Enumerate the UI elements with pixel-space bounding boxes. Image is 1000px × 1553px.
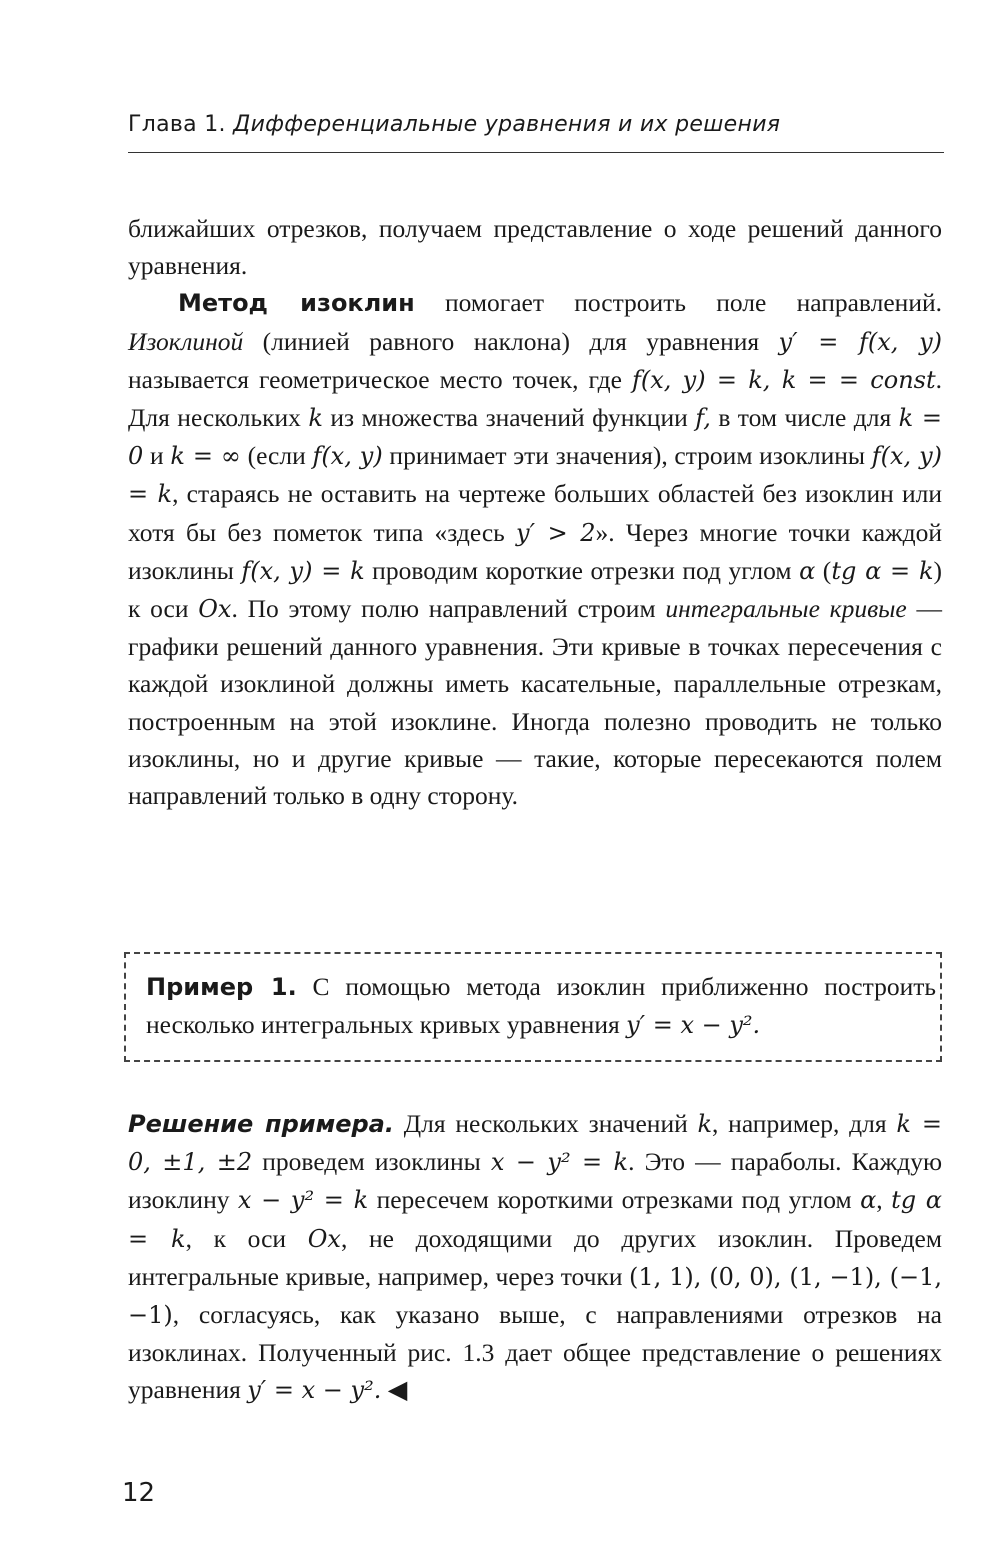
term-integral-curves: интегральные кривые: [665, 594, 907, 624]
solution-label: Решение примера.: [128, 1110, 394, 1138]
solution-paragraph: Решение примера. Для нескольких значений k, например, для k = 0, ±1, ±2 проведем изоклины x − y² = k. Это — параболы. Каждую изоклину x − y² = k пересечем короткими отрезками под углом α, tg α = k, к оси Ox, не доходящими до других изоклин. Проведем интегральные кривые, например, через точки (1, 1), (0, 0), (1, −1), (−1, −1), согласуясь, как указано выше, с направлениями отрезков на изоклинах. Полученный рис. 1.3 дает общее представление о решениях уравнения y′ = x − y². ◀: [128, 1109, 943, 1405]
header-rule: [128, 152, 944, 153]
example-text: Пример 1. С помощью метода изоклин приближенно построить несколько интегральных кривых уравнения y′ = x − y².: [146, 972, 937, 1040]
equation: tg α = k: [128, 1186, 942, 1253]
paragraph-2: Метод изоклин помогает построить поле направлений. Изоклиной (линией равного наклона) для уравнения y′ = f(x, y) называется геометрическое место точек, где f(x, y) = k, k = = const. Для нескольких k из множества значений функции f, в том числе для k = 0 и k = ∞ (если f(x, y) принимает эти значения), строим изоклины f(x, y) = k, стараясь не оставить на чертеже больших областей без изоклин или хотя бы без пометок типа «здесь y′ > 2». Через многие точки каждой изоклины f(x, y) = k проводим короткие отрезки под углом α (tg α = k) к оси Ox. По этому полю направлений строим интегральные кривые — графики решений данного уравнения. Эти кривые в точках пересечения с каждой изоклиной должны иметь касательные, параллельные отрезкам, построенным на этой изоклине. Иногда полезно проводить не только изоклины, но и другие кривые — такие, которые пересекаются полем направлений только в одну сторону.: [128, 288, 943, 811]
chapter-number: Глава 1.: [128, 112, 226, 137]
equation: k = ∞: [170, 442, 241, 471]
term-isocline-method: Метод изоклин: [178, 289, 415, 318]
paragraph-1: ближайших отрезков, получаем представление о ходе решений данного уравнения.: [128, 214, 942, 281]
equation: f(x, y) = k: [241, 556, 365, 585]
equation: y′ = f(x, y): [778, 327, 942, 356]
equation: f(x, y) = k: [128, 442, 943, 509]
solution-text: [128, 1105, 942, 1410]
equation: x − y² = k: [490, 1148, 629, 1177]
equation: k = 0, ±1, ±2: [128, 1110, 942, 1177]
equation: y′ > 2: [516, 518, 596, 547]
equation: y′ = x − y².: [626, 1011, 761, 1040]
term-isocline: Изоклиной: [128, 326, 244, 356]
points-list: (1, 1), (0, 0), (1, −1), (−1, −1): [128, 1262, 943, 1330]
equation: y′ = x − y².: [247, 1376, 382, 1405]
equation: f(x, y): [312, 442, 383, 471]
example-label: Пример 1.: [146, 973, 297, 1001]
running-head: [128, 112, 944, 137]
page-number: 12: [122, 1478, 156, 1508]
equation: f(x, y) = k, k = = const: [631, 365, 936, 394]
chapter-title: Дифференциальные уравнения и их решения: [233, 112, 781, 137]
equation: x − y² = k: [237, 1186, 369, 1215]
equation: k = 0: [128, 404, 942, 471]
end-of-solution-mark: ◀: [381, 1375, 408, 1405]
main-text: [128, 210, 942, 814]
equation: tg α = k: [831, 556, 934, 585]
